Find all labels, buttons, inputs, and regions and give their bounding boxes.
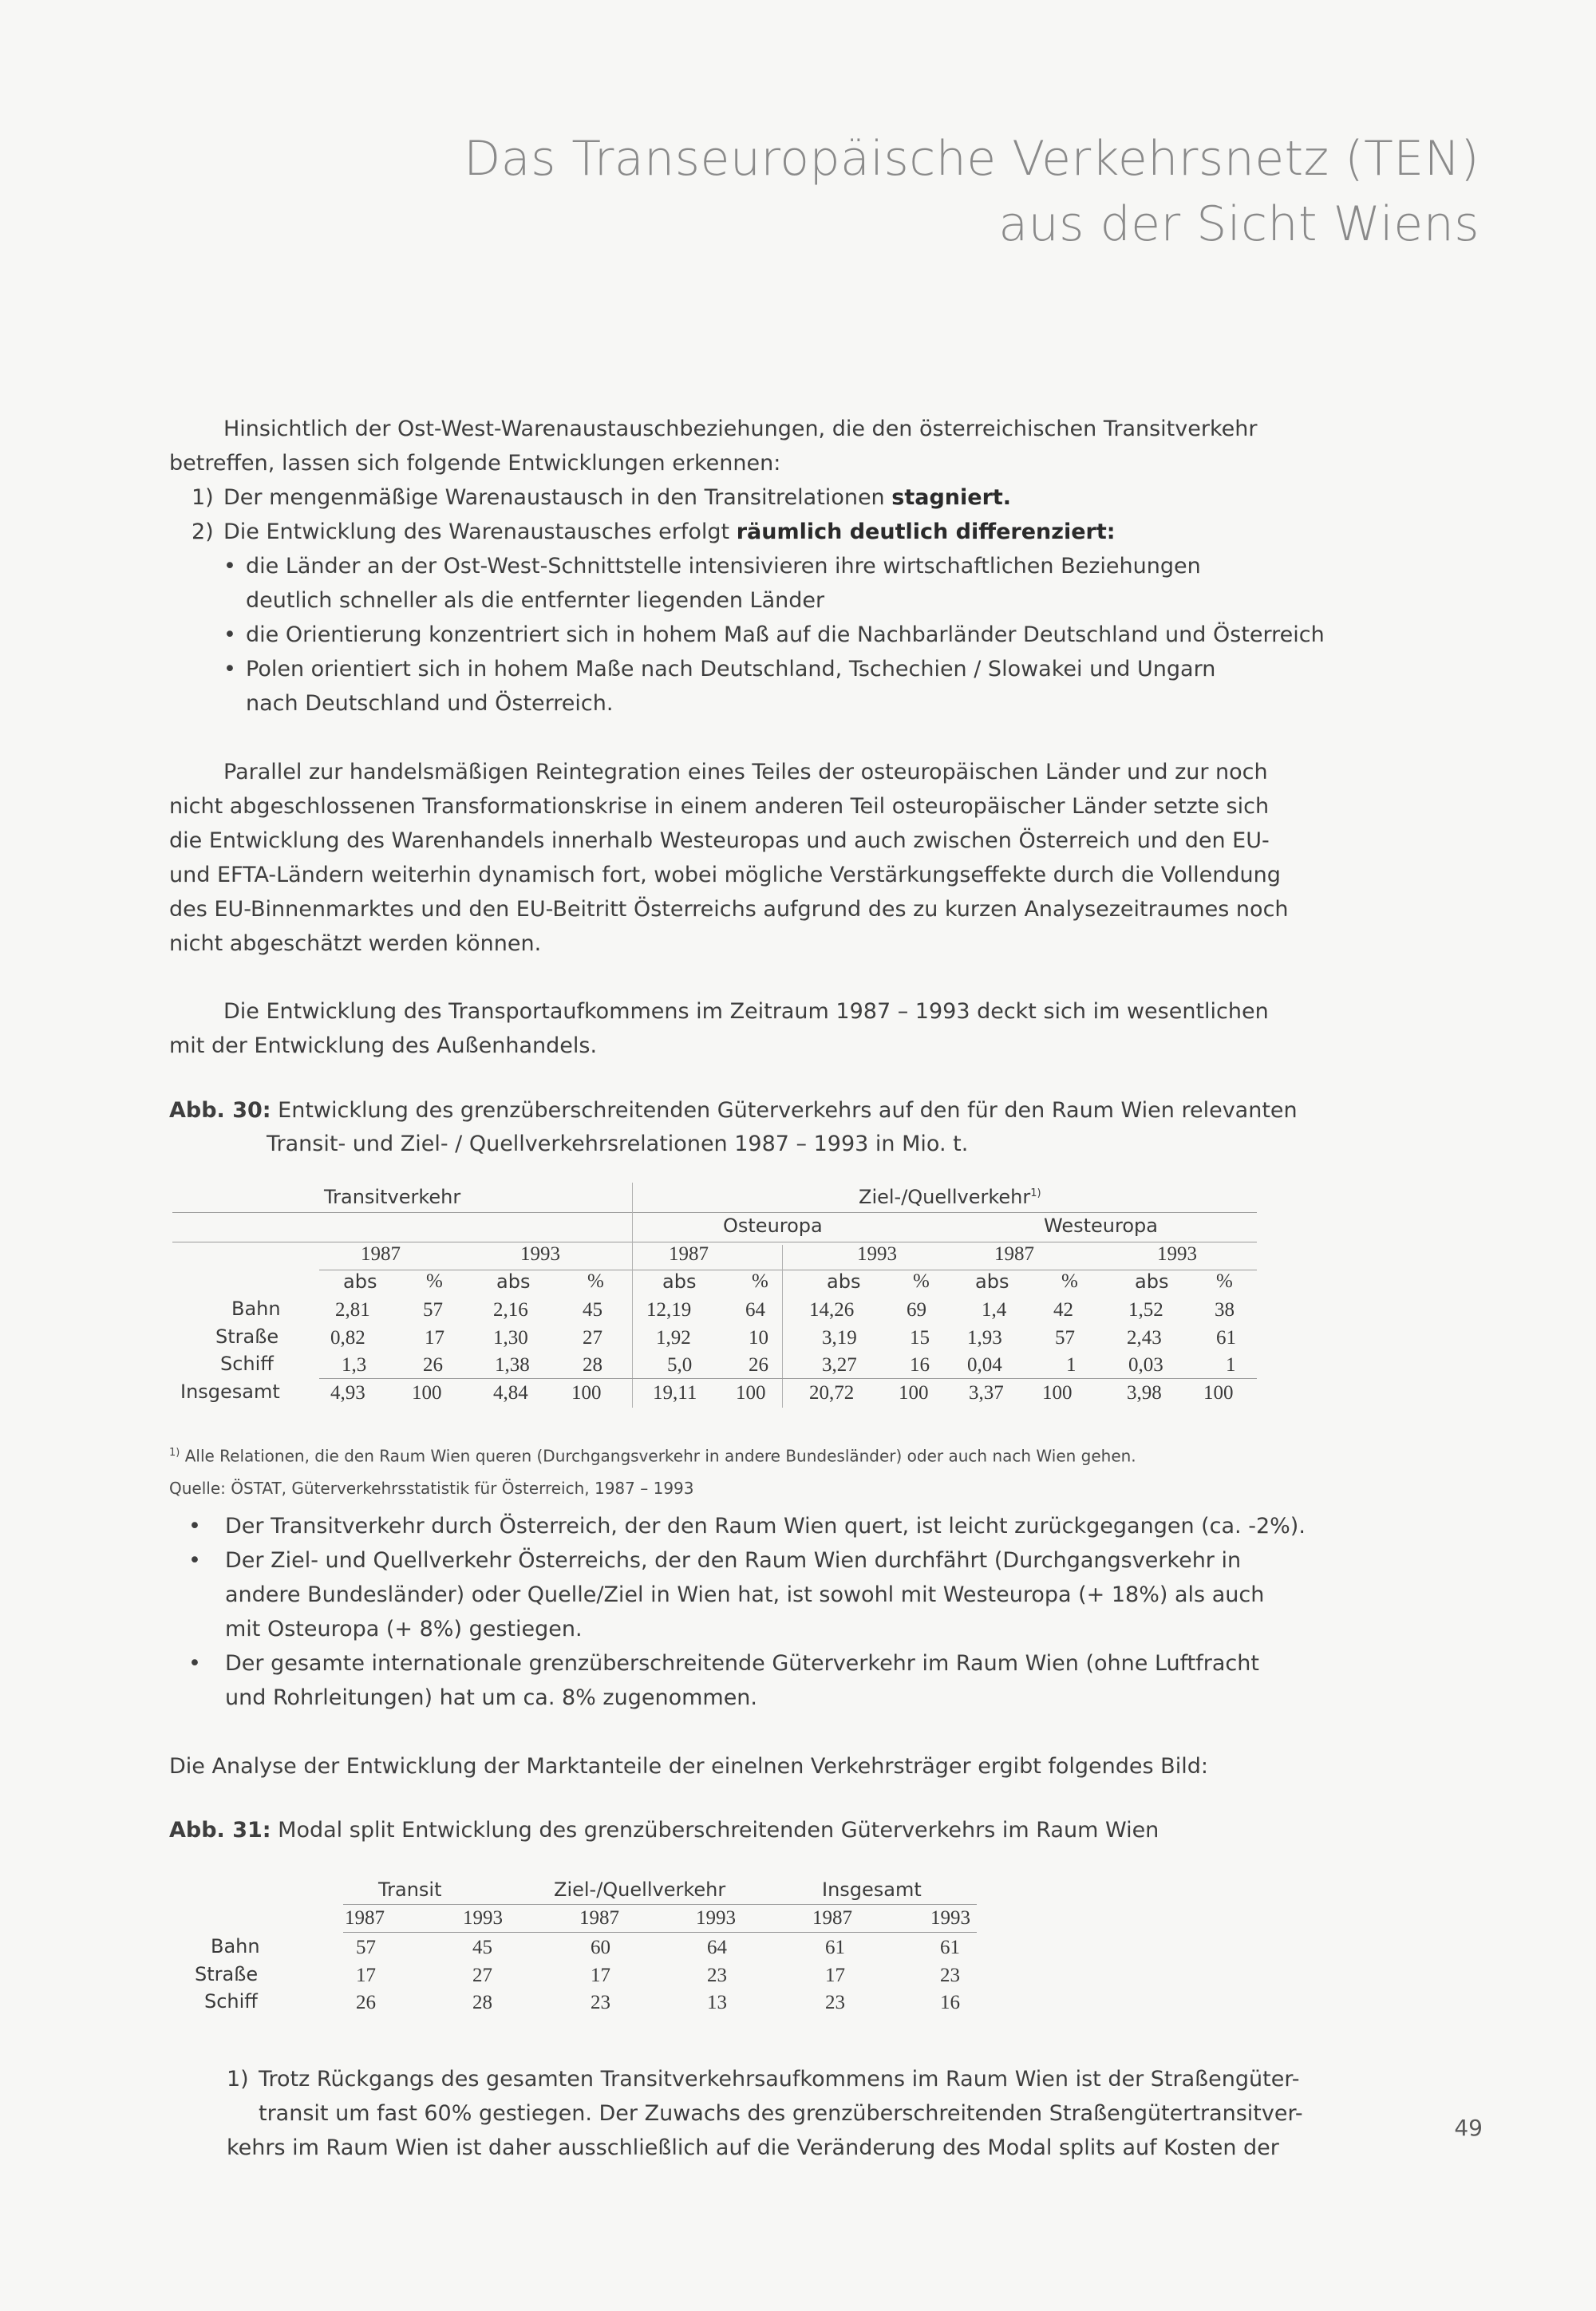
footnote-text: Alle Relationen, die den Raum Wien queren (Durchgangsverkehr in andere Bundesländer) oder auch nach Wien gehen. bbox=[184, 1446, 1136, 1466]
bullet-text: die Länder an der Ost-West-Schnittstelle intensivieren ihre wirtschaftlichen Beziehungen bbox=[246, 554, 1201, 579]
item-bold: stagniert. bbox=[891, 485, 1012, 510]
finding-text-cont: und Rohrleitungen) hat um ca. 8% zugenommen. bbox=[225, 1685, 757, 1710]
finding-text-cont: andere Bundesländer) oder Quelle/Ziel in Wien hat, ist sowohl mit Westeuropa (+ 18%) als auch bbox=[225, 1582, 1265, 1607]
cell: 1,92 bbox=[656, 1327, 691, 1349]
bullet-text-cont: nach Deutschland und Österreich. bbox=[246, 691, 614, 716]
year-header: 1993 bbox=[1157, 1243, 1197, 1265]
cell: 100 bbox=[412, 1382, 442, 1404]
conclusion-line bbox=[227, 2062, 1312, 2096]
cell: 2,16 bbox=[493, 1299, 528, 1321]
cell: 23 bbox=[707, 1965, 727, 1986]
abs-header: abs bbox=[975, 1270, 1009, 1293]
item-number: 1) bbox=[192, 485, 214, 510]
text-line: und EFTA-Ländern weiterhin dynamisch fort, wobei mögliche Verstärkungseffekte durch die Vollendung bbox=[169, 863, 1281, 887]
intro-item-2 bbox=[169, 515, 1302, 549]
text-line: die Entwicklung des Warenhandels innerhalb Westeuropas und auch zwischen Österreich und den EU- bbox=[169, 828, 1270, 853]
text-line: Die Analyse der Entwicklung der Marktanteile der einelnen Verkehrsträger ergibt folgendes Bild: bbox=[169, 1754, 1208, 1779]
cell: 4,84 bbox=[493, 1382, 528, 1404]
figure-label: Abb. 31: bbox=[169, 1818, 271, 1843]
cell: 27 bbox=[472, 1965, 492, 1986]
conclusion-text-cont: transit um fast 60% gestiegen. Der Zuwachs des grenzüberschreitenden Straßengütertransitver- bbox=[259, 2101, 1303, 2126]
abs-header: abs bbox=[827, 1270, 861, 1293]
rule bbox=[172, 1212, 632, 1213]
row-label: Schiff bbox=[204, 1990, 258, 2013]
rule bbox=[343, 1932, 977, 1933]
footnote-mark: 1) bbox=[1030, 1187, 1041, 1199]
bullet-icon: • bbox=[188, 1651, 201, 1676]
group-header: Insgesamt bbox=[822, 1878, 922, 1901]
footnote-mark: 1) bbox=[169, 1447, 180, 1459]
item-number: 2) bbox=[192, 519, 214, 544]
cell: 3,98 bbox=[1127, 1382, 1162, 1404]
pct-header: % bbox=[426, 1270, 443, 1292]
intro-item-1 bbox=[169, 480, 1302, 515]
paragraph-2 bbox=[169, 755, 1302, 961]
cell: 64 bbox=[745, 1299, 765, 1321]
caption-text: Entwicklung des grenzüberschreitenden Güterverkehrs auf den für den Raum Wien relevanten bbox=[278, 1098, 1298, 1123]
year-header: 1987 bbox=[345, 1907, 385, 1929]
cell: 27 bbox=[583, 1327, 602, 1349]
paragraph-4 bbox=[169, 1749, 1302, 1784]
cell: 28 bbox=[472, 1992, 492, 2013]
figure-30-caption bbox=[169, 1094, 1298, 1161]
text-line: nicht abgeschätzt werden können. bbox=[169, 931, 542, 956]
finding-item bbox=[188, 1646, 1306, 1681]
cell: 2,43 bbox=[1127, 1327, 1162, 1349]
cell: 42 bbox=[1053, 1299, 1073, 1321]
cell: 3,19 bbox=[822, 1327, 857, 1349]
cell: 45 bbox=[472, 1937, 492, 1958]
finding-text-cont: mit Osteuropa (+ 8%) gestiegen. bbox=[225, 1617, 583, 1641]
cell: 26 bbox=[749, 1354, 768, 1376]
finding-item bbox=[188, 1509, 1306, 1543]
cell: 57 bbox=[1055, 1327, 1075, 1349]
cell: 28 bbox=[583, 1354, 602, 1376]
year-header: 1993 bbox=[520, 1243, 560, 1265]
year-header: 1993 bbox=[696, 1907, 736, 1929]
conclusion-text: Trotz Rückgangs des gesamten Transitverkehrsaufkommens im Raum Wien ist der Straßengüter- bbox=[259, 2067, 1300, 2092]
column-separator bbox=[782, 1245, 783, 1408]
cell: 1,38 bbox=[495, 1354, 530, 1376]
text-line: nicht abgeschlossenen Transformationskrise in einem anderen Teil osteuropäischer Länder setzte sich bbox=[169, 794, 1270, 819]
cell: 100 bbox=[1042, 1382, 1073, 1404]
cell: 13 bbox=[707, 1992, 727, 2013]
cell: 15 bbox=[910, 1327, 930, 1349]
sub-header-osteuropa: Osteuropa bbox=[723, 1215, 823, 1237]
cell: 16 bbox=[910, 1354, 930, 1376]
cell: 0,03 bbox=[1128, 1354, 1163, 1376]
cell: 17 bbox=[591, 1965, 610, 1986]
item-text: Der mengenmäßige Warenaustausch in den Transitrelationen bbox=[223, 485, 892, 510]
year-header: 1993 bbox=[930, 1907, 970, 1929]
bullet-icon: • bbox=[223, 657, 236, 681]
cell: 1,30 bbox=[493, 1327, 528, 1349]
cell: 38 bbox=[1215, 1299, 1235, 1321]
intro-line-2: betreffen, lassen sich folgende Entwicklungen erkennen: bbox=[169, 451, 781, 476]
intro-line-1: Hinsichtlich der Ost-West-Warenaustauschbeziehungen, die den österreichischen Transitverkehr bbox=[223, 417, 1258, 441]
cell: 1,52 bbox=[1128, 1299, 1163, 1321]
group-header: Transit bbox=[378, 1878, 442, 1901]
bullet-icon: • bbox=[188, 1548, 201, 1573]
bullet-text: die Orientierung konzentriert sich in hohem Maß auf die Nachbarländer Deutschland und Österreich bbox=[246, 622, 1325, 647]
finding-text: Der Transitverkehr durch Österreich, der den Raum Wien quert, ist leicht zurückgegangen (ca. -2%). bbox=[225, 1514, 1306, 1539]
cell: 57 bbox=[423, 1299, 443, 1321]
row-label: Bahn bbox=[231, 1298, 281, 1320]
cell: 10 bbox=[749, 1327, 768, 1349]
caption-text: Modal split Entwicklung des grenzüberschreitenden Güterverkehrs im Raum Wien bbox=[278, 1818, 1159, 1843]
row-label: Schiff bbox=[220, 1353, 274, 1375]
cell: 3,37 bbox=[969, 1382, 1004, 1404]
bullet-icon: • bbox=[223, 622, 236, 647]
cell: 61 bbox=[825, 1937, 845, 1958]
cell: 17 bbox=[425, 1327, 444, 1349]
pct-header: % bbox=[913, 1270, 930, 1292]
bullet-icon: • bbox=[223, 554, 236, 579]
cell: 3,27 bbox=[822, 1354, 857, 1376]
cell: 26 bbox=[356, 1992, 376, 2013]
group-header-zq bbox=[859, 1186, 1041, 1208]
cell: 1,93 bbox=[967, 1327, 1002, 1349]
cell: 100 bbox=[571, 1382, 602, 1404]
cell: 23 bbox=[940, 1965, 960, 1986]
paragraph-3 bbox=[169, 994, 1302, 1063]
cell: 64 bbox=[707, 1937, 727, 1958]
abs-header: abs bbox=[662, 1270, 697, 1293]
item-number: 1) bbox=[227, 2067, 249, 2092]
cell: 100 bbox=[1203, 1382, 1234, 1404]
cell: 1,3 bbox=[342, 1354, 367, 1376]
year-header: 1993 bbox=[463, 1907, 503, 1929]
cell: 100 bbox=[736, 1382, 766, 1404]
page-title bbox=[464, 126, 1479, 257]
pct-header: % bbox=[587, 1270, 604, 1292]
cell: 1 bbox=[1226, 1354, 1236, 1376]
cell: 16 bbox=[940, 1992, 960, 2013]
conclusion-item bbox=[227, 2062, 1312, 2165]
group-header: Ziel-/Quellverkehr bbox=[554, 1878, 726, 1901]
pct-header: % bbox=[1216, 1270, 1233, 1292]
abs-header: abs bbox=[343, 1270, 377, 1293]
finding-item bbox=[188, 1543, 1306, 1578]
cell: 19,11 bbox=[653, 1382, 697, 1404]
cell: 12,19 bbox=[646, 1299, 692, 1321]
column-separator bbox=[632, 1183, 633, 1408]
cell: 14,26 bbox=[809, 1299, 855, 1321]
cell: 57 bbox=[356, 1937, 376, 1958]
year-header: 1987 bbox=[579, 1907, 619, 1929]
cell: 26 bbox=[423, 1354, 443, 1376]
cell: 5,0 bbox=[667, 1354, 693, 1376]
item-text: Die Entwicklung des Warenaustausches erfolgt bbox=[223, 519, 737, 544]
rule bbox=[632, 1212, 1257, 1213]
figure-31-caption bbox=[169, 1814, 1159, 1847]
year-header: 1993 bbox=[857, 1243, 897, 1265]
finding-text: Der gesamte internationale grenzüberschreitende Güterverkehr im Raum Wien (ohne Luftfracht bbox=[225, 1651, 1259, 1676]
intro-bullet bbox=[169, 549, 1302, 583]
cell: 2,81 bbox=[335, 1299, 370, 1321]
cell: 23 bbox=[591, 1992, 610, 2013]
title-line-1: Das Transeuropäische Verkehrsnetz (TEN) bbox=[464, 131, 1479, 187]
rule bbox=[343, 1904, 977, 1905]
abs-header: abs bbox=[1135, 1270, 1169, 1293]
intro-bullet bbox=[169, 652, 1302, 686]
sub-header-westeuropa: Westeuropa bbox=[1044, 1215, 1158, 1237]
intro-bullet bbox=[169, 618, 1325, 652]
cell: 69 bbox=[907, 1299, 926, 1321]
cell: 100 bbox=[899, 1382, 929, 1404]
cell: 1,4 bbox=[982, 1299, 1007, 1321]
page-number: 49 bbox=[1454, 2115, 1483, 2141]
bullet-text-cont: deutlich schneller als die entfernter liegenden Länder bbox=[246, 588, 825, 613]
title-line-2: aus der Sicht Wiens bbox=[998, 196, 1479, 252]
year-header: 1987 bbox=[361, 1243, 401, 1265]
row-label: Insgesamt bbox=[180, 1381, 280, 1403]
cell: 45 bbox=[583, 1299, 602, 1321]
caption-text-cont: Transit- und Ziel- / Quellverkehrsrelationen 1987 – 1993 in Mio. t. bbox=[267, 1132, 969, 1156]
year-header: 1987 bbox=[812, 1907, 852, 1929]
group-header-zq-text: Ziel-/Quellverkehr bbox=[859, 1186, 1031, 1208]
text-line: Parallel zur handelsmäßigen Reintegration eines Teiles der osteuropäischen Länder und zur noch bbox=[223, 760, 1268, 784]
cell: 61 bbox=[940, 1937, 960, 1958]
year-header: 1987 bbox=[994, 1243, 1034, 1265]
intro-paragraph bbox=[169, 412, 1325, 721]
cell: 61 bbox=[1216, 1327, 1236, 1349]
bullet-text: Polen orientiert sich in hohem Maße nach Deutschland, Tschechien / Slowakei und Ungarn bbox=[246, 657, 1216, 681]
pct-header: % bbox=[752, 1270, 768, 1292]
cell: 17 bbox=[825, 1965, 845, 1986]
year-header: 1987 bbox=[669, 1243, 709, 1265]
source-text: Quelle: ÖSTAT, Güterverkehrsstatistik für Österreich, 1987 – 1993 bbox=[169, 1478, 694, 1498]
cell: 60 bbox=[591, 1937, 610, 1958]
row-label: Bahn bbox=[211, 1935, 260, 1957]
cell: 4,93 bbox=[330, 1382, 365, 1404]
cell: 1 bbox=[1066, 1354, 1077, 1376]
conclusion-text-cont: kehrs im Raum Wien ist daher ausschließlich auf die Veränderung des Modal splits auf Kosten der bbox=[227, 2135, 1279, 2160]
cell: 20,72 bbox=[809, 1382, 855, 1404]
findings-list bbox=[188, 1509, 1306, 1715]
footnote bbox=[169, 1437, 1136, 1504]
pct-header: % bbox=[1061, 1270, 1078, 1292]
group-header-transit: Transitverkehr bbox=[324, 1186, 461, 1208]
finding-text: Der Ziel- und Quellverkehr Österreichs, der den Raum Wien durchfährt (Durchgangsverkehr in bbox=[225, 1548, 1242, 1573]
row-label: Straße bbox=[195, 1963, 259, 1985]
bullet-icon: • bbox=[188, 1514, 201, 1539]
cell: 0,04 bbox=[967, 1354, 1002, 1376]
rule bbox=[319, 1378, 1257, 1379]
text-line: Die Entwicklung des Transportaufkommens im Zeitraum 1987 – 1993 deckt sich im wesentlichen bbox=[223, 999, 1269, 1024]
text-line: des EU-Binnenmarktes und den EU-Beitritt Österreichs aufgrund des zu kurzen Analysezeitraumes noch bbox=[169, 897, 1289, 922]
item-bold: räumlich deutlich differenziert: bbox=[736, 519, 1116, 544]
row-label: Straße bbox=[215, 1325, 279, 1348]
text-line: mit der Entwicklung des Außenhandels. bbox=[169, 1033, 598, 1058]
cell: 0,82 bbox=[330, 1327, 365, 1349]
figure-label: Abb. 30: bbox=[169, 1098, 271, 1123]
abs-header: abs bbox=[496, 1270, 531, 1293]
cell: 23 bbox=[825, 1992, 845, 2013]
cell: 17 bbox=[356, 1965, 376, 1986]
